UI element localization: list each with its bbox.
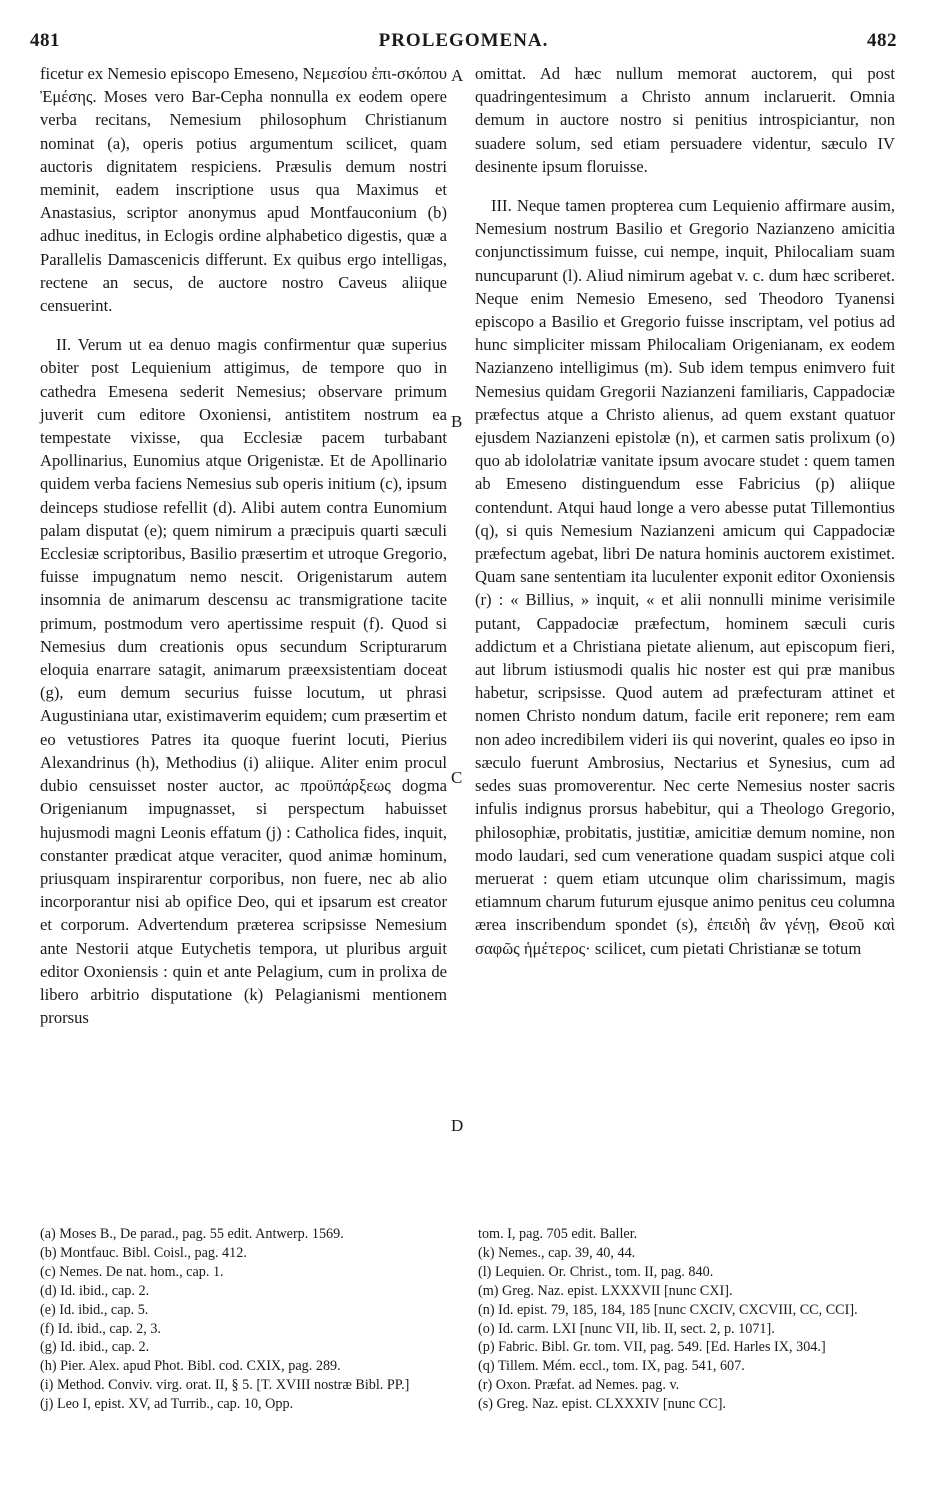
paragraph: II. Verum ut ea denuo magis confirmentur quæ superius obiter post Lequienium attigimus, de tempore quo in cathedra Emesena sederit Nemesius; observare primum juverit cum editore Oxoniensi, antistitem nostrum ea tempestate vixisse, qua Ecclesiæ pacem turbabant Apollinarius, Eunomius atque Origenistæ. Et de Apollinario quidem verba faciens Nemesius sub operis initium (c), ipsum deinceps studiose refellit (d). Alibi autem contra Eunomium palam disputat (e); quem nimirum a præcipuis quarti sæculi Ecclesiæ scriptoribus, Basilio præsertim et utroque Gregorio, fuisse impugnatum nemo nescit. Origenistarum autem insomnia de animarum descensu ac transmigratione tacite primum, postmodum vero apertissime respuit (f). Quod si Nemesius dum creationis opus secundum Scripturarum eloquia enarrare satagit, animarum præexsistentiam doceat (g), eum demum securius fuisse locutum, ut phrasi Augustiniana utar, existimaverim equidem; cum præsertim et eo vetustiores Patres ita quoque fuerint locuti, Pierius Alexandrinus (h), Methodius (i) aliique. Aliter enim procul dubio censuisset noster auctor, ac προϋπάρξεως dogma Origenianum impugnasset, si perspectum habuisset hujusmodi magni Leonis effatum (j) : Catholica fides, inquit, constanter prædicat atque veraciter, quod animæ hominum, priusquam inspirarentur corporibus, non fuere, nec ab alio incorporantur nisi ab opifice Deo, qui et ipsarum est creator et corporum. Advertendum præterea scripsisse Nemesium ante Nestorii atque Eutychetis tempora, ut pluribus arguit editor Oxoniensis : quin et ante Pelagium, cum in prolixa de libero arbitrio disputatione (k) Pelagianismi mentionem prorsus: [40, 335, 447, 1028]
footnotes-left: [40, 1225, 450, 1414]
margin-marker-d: D: [451, 1116, 464, 1135]
left-text-column: [40, 62, 447, 1029]
footnote: (o) Id. carm. LXI [nunc VII, lib. II, sect. 2, p. 1071].: [478, 1320, 775, 1337]
left-page-number: 481: [30, 30, 60, 51]
right-text-column: [475, 62, 895, 960]
footnote: (c) Nemes. De nat. hom., cap. 1.: [40, 1263, 224, 1280]
paragraph: omittat. Ad hæc nullum memorat auctorem, qui post quadringentesimum a Christo annum inclaruerit. Omnia demum in auctore nostro si penitius introspiciantur, non suadere solum, sed etiam persuadere videntur, sæculo IV desinente ipsum floruisse.: [475, 64, 895, 176]
footnote: (i) Method. Conviv. virg. orat. II, § 5. [T. XVIII nostræ Bibl. PP.]: [40, 1377, 410, 1394]
footnote: (h) Pier. Alex. apud Phot. Bibl. cod. CXIX, pag. 289.: [40, 1358, 341, 1375]
footnote: (b) Montfauc. Bibl. Coisl., pag. 412.: [40, 1244, 247, 1261]
running-title: PROLEGOMENA.: [378, 30, 549, 51]
footnote: (j) Leo I, epist. XV, ad Turrib., cap. 10, Opp.: [40, 1396, 294, 1413]
margin-marker-c: C: [451, 768, 463, 787]
footnote: tom. I, pag. 705 edit. Baller.: [478, 1226, 638, 1242]
footnote: (k) Nemes., cap. 39, 40, 44.: [478, 1244, 636, 1261]
margin-marker-a: A: [451, 66, 464, 85]
footnote: (q) Tillem. Mém. eccl., tom. IX, pag. 541, 607.: [478, 1358, 745, 1375]
footnote: (m) Greg. Naz. epist. LXXXVII [nunc CXI].: [478, 1282, 733, 1299]
footnote: (a) Moses B., De parad., pag. 55 edit. Antwerp. 1569.: [40, 1226, 344, 1242]
footnote: (l) Lequien. Or. Christ., tom. II, pag. 840.: [478, 1263, 714, 1280]
footnote: (g) Id. ibid., cap. 2.: [40, 1339, 150, 1356]
right-page-number: 482: [867, 30, 897, 51]
footnote: (p) Fabric. Bibl. Gr. tom. VII, pag. 549. [Ed. Harles IX, 304.]: [478, 1339, 826, 1356]
footnote: (e) Id. ibid., cap. 5.: [40, 1301, 149, 1318]
footnote: (f) Id. ibid., cap. 2, 3.: [40, 1320, 161, 1337]
footnote: (n) Id. epist. 79, 185, 184, 185 [nunc CXCIV, CXCVIII, CC, CCI].: [478, 1301, 858, 1318]
paragraph: III. Neque tamen propterea cum Lequienio affirmare ausim, Nemesium nostrum Basilio et Gregorio Nazianzeno amicitia conjunctissimum fuisse, cui nempe, inquit, Philocaliam suam nuncuparunt (l). Aliud nimirum agebat v. c. dum hæc scriberet. Neque enim Nemesio Emeseno, sed Theodoro Tyanensi episcopo a Basilio et Gregorio fuisse inscriptam, vel potius ad hunc simpliciter missam Philocaliam Origenianam, ex eodem Nazianzeno intelligimus (m). Sub idem tempus enimvero fuit Nemesius quidam Gregorii Nazianzeni familiaris, Cappadociæ præfectus atque a Christo alienus, ad quem exstant quatuor ejusdem Nazianzeni epistolæ (n), et carmen satis prolixum (o) quo ab idololatriæ vanitate ipsum avocare studet : quem tamen ab Emeseno distinguendum esse Fabricius (p) aliique contendunt. Atqui haud longe a vero abesse putat Tillemontius (q), si quis Nemesium Nazianzeni amicum qui Cappadociæ præfectum agebat, libri De natura hominis auctorem existimet. Quam sane sententiam ita luculenter exponit editor Oxoniensis (r) : « Billius, » inquit, « et alii nonnulli minime verisimile putant, Cappadociæ præfectum, hominem sæculi curis addictum et a Christiana pietate alienum, aut episcopum fieri, aut librum istiusmodi qualis hic noster est qui præ manibus habetur, scripsisse. Quod autem ad præfecturam attinet et nomen Christo nondum datum, facile erit reponere; rem eam non adeo incredibilem videri iis qui noverint, quales eo ipso in sæculo fuerunt Ambrosius, Nectarius et Synesius, cum ad sedes suas promoverentur. Nec certe Nemesius noster sacris infulis indignus prorsus habebitur, qui a Theologo Gregorio, philosophiæ, probitatis, justitiæ, amicitiæ demum nomine, non modo laudari, sed cum veneratione quadam suspici atque coli meruerat : quem etiam utcunque olim charissimum, magis etiamnum charum futurum ejusque animo penitus ceu columna ærea inscribendum spondet (s), ἐπειδὴ ἂν γένῃ, Θεοῦ καὶ σαφῶς ἡμέτερος· scilicet, cum pietati Christianæ se totum: [475, 196, 895, 958]
paragraph: ficetur ex Nemesio episcopo Emeseno, Νεμεσίου ἐπι-σκόπου Ἐμέσης. Moses vero Bar-Cepha nonnulla ex eodem opere verba recitans, Nemesium philosophum Christianum nominat (a), operis potius argumentum scilicet, quam auctoris dignitatem respiciens. Præsulis demum nostri meminit, eadem inscriptione usus qua Maximus et Anastasius, scriptor anonymus apud Montfauconium (b) adhuc ineditus, in Eclogis ordine alphabetico digestis, quæ a Parallelis Damascenicis differunt. Ex quibus ergo intelligas, rectene an secus, de auctore nostro Caveus aliique censuerint.: [40, 64, 448, 316]
footnote: (r) Oxon. Præfat. ad Nemes. pag. v.: [478, 1377, 680, 1394]
footnote: (s) Greg. Naz. epist. CLXXXIV [nunc CC].: [478, 1396, 726, 1413]
footnotes-right: [478, 1225, 896, 1414]
margin-marker-b: B: [451, 412, 463, 431]
running-header: [30, 30, 897, 60]
footnote: (d) Id. ibid., cap. 2.: [40, 1282, 150, 1299]
